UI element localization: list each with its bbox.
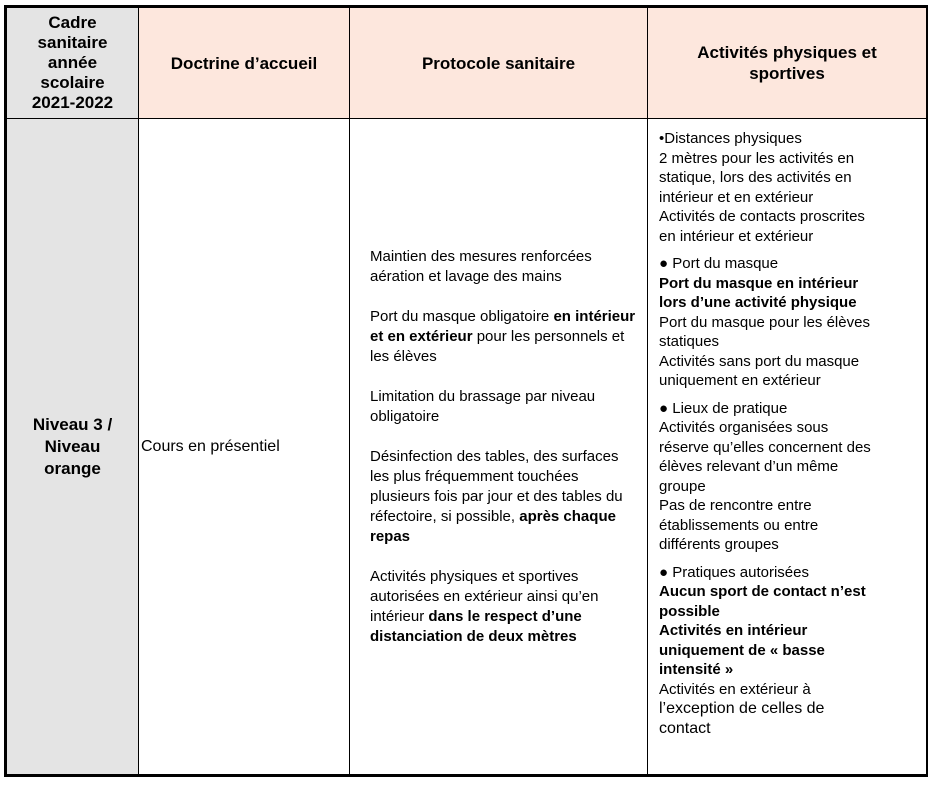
header-cadre-line: sanitaire <box>37 33 108 52</box>
activites-cell <box>648 119 927 775</box>
text-line: statiques <box>659 333 720 350</box>
bold-line: uniquement de « basse <box>659 641 825 659</box>
header-cadre-line: année <box>47 53 98 72</box>
text-line: élèves relevant d’un même <box>659 458 839 475</box>
level-line: Niveau <box>44 436 101 456</box>
text: Activités physiques et sportives autorisées en extérieur ainsi qu’en intérieur <box>370 567 599 625</box>
level-line: orange <box>44 458 101 478</box>
header-cadre-line: 2021-2022 <box>31 93 114 112</box>
level-line: Niveau 3 / <box>32 414 113 434</box>
health-framework-table <box>4 5 928 777</box>
header-activites-line: Activités physiques et <box>697 43 877 62</box>
table <box>6 7 927 775</box>
text-line: Activités de contacts proscrites <box>659 208 865 225</box>
bold-line: possible <box>659 602 720 620</box>
text-line: réserve qu’elles concernent des <box>659 438 871 456</box>
text-line: Port du masque pour les élèves <box>659 313 870 331</box>
text-line: Activités sans port du masque <box>659 352 860 370</box>
table-row <box>7 119 927 775</box>
text-line: 2 mètres pour les activités en <box>659 149 855 167</box>
bold-line: Aucun sport de contact n’est <box>659 583 866 600</box>
text-line: Activités en extérieur à <box>659 680 811 698</box>
text-line: Activités organisées sous <box>659 419 829 436</box>
text: Désinfection des tables, des surfaces les plus fréquemment touchées plusieurs fois par jour et des tables du réfectoire, si possible, <box>370 447 623 525</box>
text-line: intérieur et en extérieur <box>659 188 814 206</box>
text-line: statique, lors des activités en <box>659 169 852 186</box>
section-title: ● Lieux de pratique <box>659 399 788 417</box>
text: pour les personnels et les élèves <box>370 327 625 365</box>
section-title: ● Port du masque <box>659 255 779 272</box>
text-line: en intérieur et extérieur <box>659 227 814 245</box>
protocole-paragraph: Maintien des mesures renforcées aération et lavage des mains <box>370 247 592 285</box>
protocole-paragraph <box>370 307 639 367</box>
header-protocole: Protocole sanitaire <box>350 8 648 119</box>
spacer <box>659 391 918 399</box>
text-line: uniquement en extérieur <box>659 372 821 389</box>
header-activites <box>648 8 927 119</box>
level-cell <box>7 119 139 775</box>
text: Port du masque obligatoire <box>370 307 554 325</box>
protocole-paragraph <box>370 567 639 647</box>
header-cadre-sanitaire <box>7 8 139 119</box>
protocole-paragraph: Limitation du brassage par niveau obligatoire <box>370 387 596 425</box>
header-doctrine: Doctrine d’accueil <box>139 8 350 119</box>
section-title: ● Pratiques autorisées <box>659 563 809 581</box>
protocole-cell <box>350 119 648 775</box>
bold-text: dans le respect d’une distanciation de deux mètres <box>370 607 582 645</box>
header-activites-line: sportives <box>749 64 825 83</box>
header-cadre-line: scolaire <box>40 73 105 92</box>
spacer <box>659 555 918 563</box>
section-title: •Distances physiques <box>659 130 802 147</box>
text-line: Pas de rencontre entre <box>659 497 812 514</box>
text-line: contact <box>659 719 711 737</box>
spacer <box>659 246 918 254</box>
header-cadre-line: Cadre <box>48 13 97 32</box>
bold-text: après chaque repas <box>370 507 616 545</box>
text-line: groupe <box>659 477 706 495</box>
text-line: l’exception de celles de <box>659 700 825 717</box>
bold-text: en intérieur et en extérieur <box>370 307 636 345</box>
bold-line: lors d’une activité physique <box>659 294 857 311</box>
bold-line: intensité » <box>659 661 734 678</box>
text-line: établissements ou entre <box>659 516 819 534</box>
protocole-paragraph <box>370 447 639 547</box>
bold-line: Activités en intérieur <box>659 622 808 639</box>
table-header-row <box>7 8 927 119</box>
doctrine-cell: Cours en présentiel <box>139 119 350 775</box>
text-line: différents groupes <box>659 536 779 553</box>
bold-line: Port du masque en intérieur <box>659 274 859 292</box>
